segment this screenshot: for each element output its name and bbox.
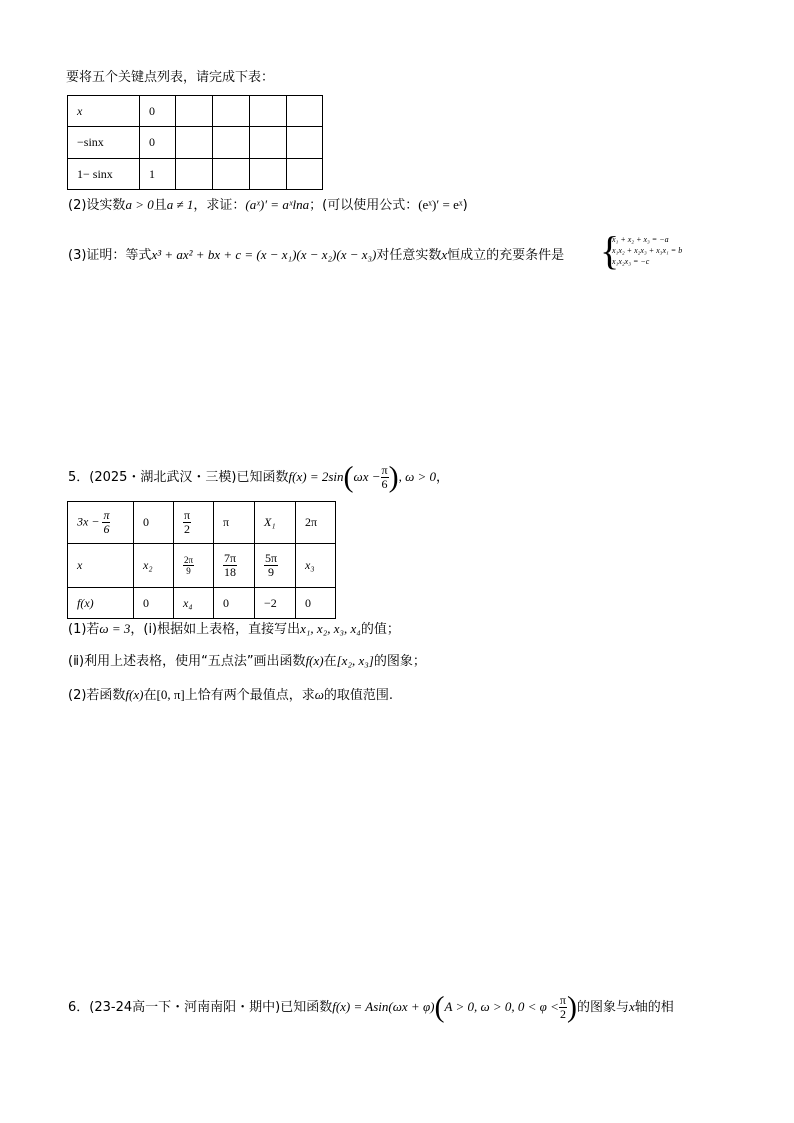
q6-source: (23-24高一下・河南南阳・期中) [89, 1000, 281, 1015]
q6-line [68, 992, 674, 1023]
q5-number: 5． [68, 470, 90, 485]
table1-cell [250, 96, 287, 127]
table1-cell [213, 127, 250, 159]
q6-known: 已知函数 [280, 1000, 333, 1015]
part2-formula2: (eˣ)′ = eˣ [418, 197, 463, 212]
q5-comma: ， [436, 470, 450, 485]
q6-number: 6． [68, 1000, 90, 1015]
part3-var: x [441, 247, 448, 262]
q5-table-cell: 2π [296, 502, 336, 544]
table1-cell [287, 127, 323, 159]
q5-table-cell: 0 [134, 502, 174, 544]
q6-lparen: ( [434, 990, 445, 1024]
table1-cell [287, 159, 323, 190]
table1-cell [176, 96, 213, 127]
q6-var: x [628, 999, 635, 1014]
table1-cell [176, 159, 213, 190]
key-points-table [67, 95, 323, 190]
part2-cond1: a > 0 [125, 197, 154, 212]
part2-number: (2) [68, 198, 87, 213]
q5-table-cell: x₂ [134, 544, 174, 588]
five-point-table [67, 501, 336, 619]
table1-head-one-minus-sinx: 1− sinx [68, 159, 140, 190]
q6-post: 的图象与 [576, 1000, 629, 1015]
table1-cell [250, 127, 287, 159]
part3-equation-system [612, 234, 682, 267]
q5-pi-over-6: $\frac{\pi}{6}$ [381, 463, 388, 491]
q5-table-cell: 0 [214, 588, 255, 619]
q6-pi-over-2: $\frac{\pi}{2}$ [559, 993, 566, 1021]
q5-table-cell-frac: $\frac{7\pi}{18}$ [214, 544, 255, 588]
q5-table-head-3x: 3x − $\frac{\pi}{6}$ [68, 502, 134, 544]
q5-sub3: (2)若函数f(x)在[0, π]上恰有两个最值点，求ω的取值范围. [68, 687, 394, 703]
part2-mid: ；(可以使用公式： [309, 198, 419, 213]
q5-line [68, 462, 449, 493]
table1-cell [213, 96, 250, 127]
intro-text: 要将五个关键点列表，请完成下表： [66, 70, 275, 85]
q6-end: 轴的相 [634, 1000, 674, 1015]
q5-table-head-x: x [68, 544, 134, 588]
q5-sub1: (1)若ω = 3，(ⅰ)根据如上表格，直接写出x₁, x₂, x₃, x₄的值； [68, 621, 400, 637]
q5-table-cell: x₃ [296, 544, 336, 588]
part3-system-brace: { [600, 228, 620, 273]
part2-and: 且 [153, 198, 167, 213]
q5-table-cell: 0 [134, 588, 174, 619]
part3-line [68, 246, 564, 265]
q5-rparen: ) [388, 460, 399, 494]
system-eq-1: x₁ + x₂ + x₃ = −a [612, 235, 669, 244]
table1-head-x: x [68, 96, 140, 127]
table1-cell: 1 [140, 159, 176, 190]
part3-mid: 对任意实数 [376, 248, 442, 263]
q5-source: (2025・湖北武汉・三模) [89, 470, 237, 485]
part2-line [68, 196, 468, 215]
table1-cell [287, 96, 323, 127]
q5-tail: , ω > 0 [398, 469, 437, 484]
part2-cond2: a ≠ 1 [166, 197, 194, 212]
part3-number: (3) [68, 248, 87, 263]
q5-table-cell: X₁ [255, 502, 296, 544]
q5-sub2: (ⅱ)利用上述表格，使用“五点法”画出函数f(x)在[x₂, x₃]的图象； [68, 653, 426, 669]
q5-table-cell: 0 [296, 588, 336, 619]
part2-formula: (aˣ)′ = aˣlna [245, 197, 310, 212]
part3-post: 恒成立的充要条件是 [447, 248, 565, 263]
part3-pre: 证明：等式 [86, 248, 152, 263]
q5-known: 已知函数 [236, 470, 289, 485]
q5-table-cell: −2 [255, 588, 296, 619]
system-eq-2: x₁x₂ + x₂x₃ + x₃x₁ = b [612, 246, 683, 255]
q5-table-cell: x₄ [174, 588, 214, 619]
q5-table-cell: π [214, 502, 255, 544]
part3-formula: x³ + ax² + bx + c = (x − x₁)(x − x₂)(x − x₃) [151, 247, 377, 262]
q5-table-cell-frac: $\frac{5\pi}{9}$ [255, 544, 296, 588]
q5-lparen: ( [343, 460, 354, 494]
q6-cond: A > 0, ω > 0, 0 < φ < [444, 999, 559, 1014]
part2-pre: 设实数 [86, 198, 126, 213]
q5-table-head-fx: f(x) [68, 588, 134, 619]
table1-cell: 0 [140, 127, 176, 159]
table1-cell [250, 159, 287, 190]
part2-end: ) [462, 198, 468, 213]
table1-cell [213, 159, 250, 190]
q5-fx: f(x) = 2sin [288, 469, 344, 484]
q6-fx: f(x) = Asin(ωx + φ) [332, 999, 435, 1014]
q5-omega-x: ωx − [353, 469, 381, 484]
system-eq-3: x₁x₂x₃ = −c [612, 257, 650, 266]
table1-cell [176, 127, 213, 159]
q6-rparen: ) [566, 990, 577, 1024]
part2-prove: ，求证： [193, 198, 246, 213]
table1-head-neg-sinx: −sinx [68, 127, 140, 159]
q5-table-cell-frac: $\frac{2\pi}{9}$ [174, 544, 214, 588]
q5-table-cell-frac: $\frac{\pi}{2}$ [174, 502, 214, 544]
table1-cell: 0 [140, 96, 176, 127]
